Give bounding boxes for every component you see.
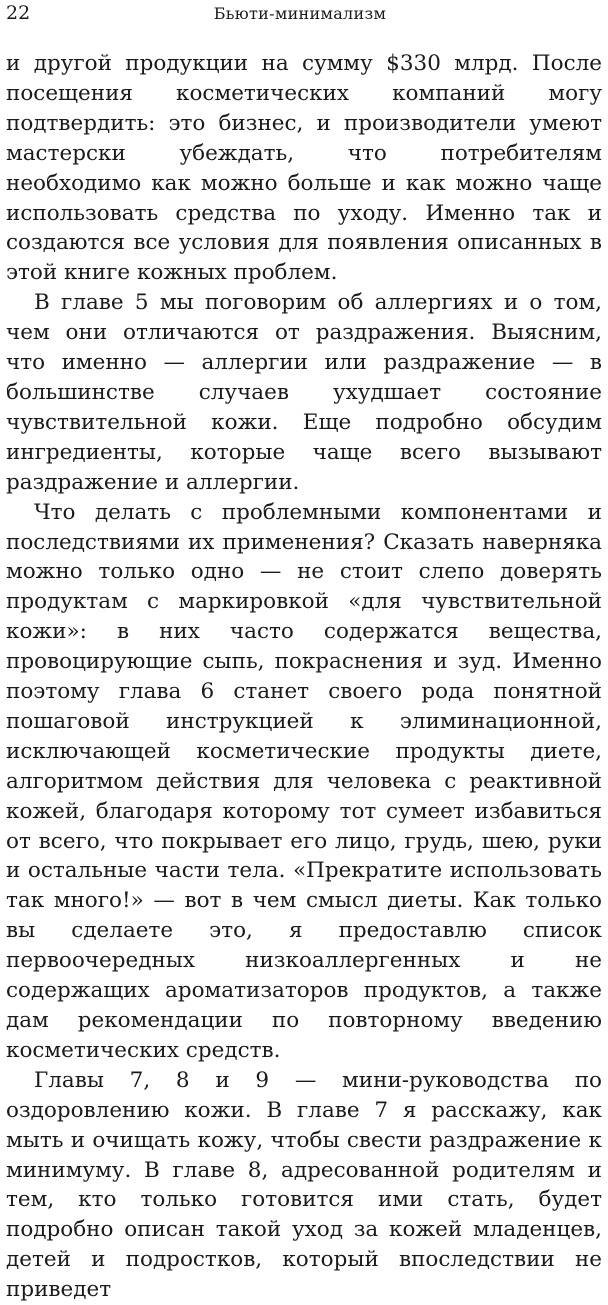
page-number: 22 bbox=[6, 2, 31, 24]
body-text bbox=[6, 49, 602, 1305]
running-title: Бьюти-минимализм bbox=[213, 4, 387, 23]
paragraph-continuation: и другой продукции на сумму $330 млрд. После посещения косметических компаний могу подтвердить: это бизнес, и производители умеют мастерски убеждать, что потребителям необходимо как можно больше и как можно чаще использовать средства по уходу. Именно так и создаются все условия для появления описанных в этой книге кожных проблем. bbox=[6, 51, 602, 286]
running-header bbox=[0, 0, 608, 30]
paragraph-chapter-5: В главе 5 мы поговорим об аллергиях и о том, чем они отличаются от раздражения. Выясним, что именно — аллергии или раздражение — в большинстве случаев ухудшает состояние чувствительной кожи. Еще подробно обсудим ингредиенты, которые чаще всего вызывают раздражение и аллергии. bbox=[6, 290, 602, 495]
paragraph-chapters-7-9: Главы 7, 8 и 9 — мини-руководства по оздоровлению кожи. В главе 7 я расскажу, как мыть и очищать кожу, чтобы свести раздражение к минимуму. В главе 8, адресованной родителям и тем, кто только готовится ими стать, будет подробно описан такой уход за кожей младенцев, детей и подростков, который впоследствии не приведет bbox=[6, 1067, 602, 1303]
paragraph-chapter-6: Что делать с проблемными компонентами и последствиями их применения? Сказать наверняка можно только одно — не стоит слепо доверять продуктам с маркировкой «для чувствительной кожи»: в них часто содержатся вещества, провоцирующие сыпь, покраснения и зуд. Именно поэтому глава 6 станет своего рода понятной пошаговой инструкцией к элиминационной, исключающей косметические продукты диете, алгоритмом действия для человека с реактивной кожей, благодаря которому тот сумеет избавиться от всего, что покрывает его лицо, грудь, шею, руки и остальные части тела. «Прекратите использовать так много!» — вот в чем смысл диеты. Как только вы сделаете это, я предоставлю список первоочередных низкоаллергенных и не содержащих ароматизаторов продуктов, а также дам рекомендации по повторному введению косметических средств. bbox=[6, 499, 602, 1063]
